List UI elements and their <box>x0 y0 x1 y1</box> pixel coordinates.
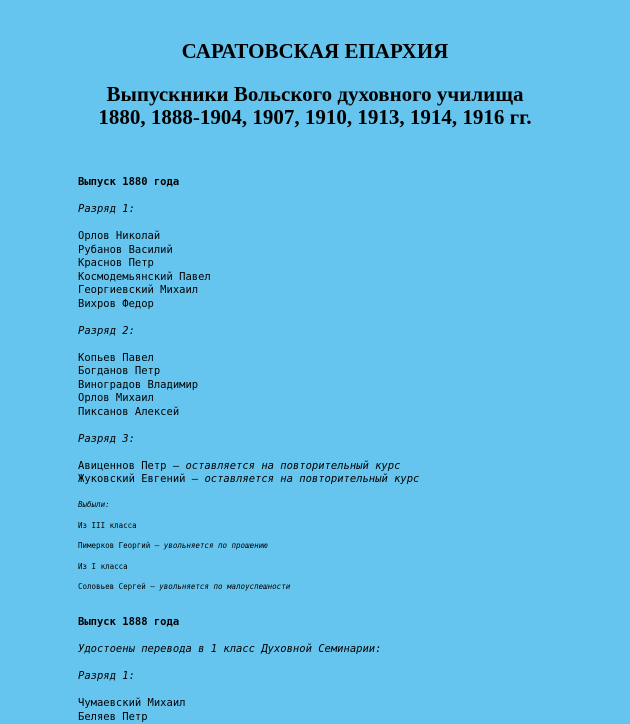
rank-1-label: Разряд 1: <box>78 203 618 217</box>
list-item <box>78 582 618 592</box>
year-heading-1880: Выпуск 1880 года <box>78 176 618 190</box>
list-item: Пиксанов Алексей <box>78 406 618 420</box>
graduates-list <box>78 176 618 724</box>
student-name: Жуковский Евгений – <box>78 473 204 485</box>
list-item: Рубанов Василий <box>78 244 618 258</box>
list-item: Копьев Павел <box>78 352 618 366</box>
rank-1-label: Разряд 1: <box>78 670 618 684</box>
dropped-label: Выбыли: <box>78 500 618 510</box>
student-note: увольняется по малоуспешности <box>159 582 290 591</box>
list-item <box>78 473 618 487</box>
year-heading-1888: Выпуск 1888 года <box>78 616 618 630</box>
dropped-class-1-label: Из I класса <box>78 562 618 572</box>
dropped-class-3-label: Из III класса <box>78 521 618 531</box>
diocese-heading: САРАТОВСКАЯ ЕПАРХИЯ <box>0 39 630 63</box>
list-item: Краснов Петр <box>78 257 618 271</box>
list-item: Беляев Петр <box>78 711 618 724</box>
list-item: Орлов Николай <box>78 230 618 244</box>
list-item: Георгиевский Михаил <box>78 284 618 298</box>
list-item: Космодемьянский Павел <box>78 271 618 285</box>
list-item <box>78 541 618 551</box>
list-item <box>78 460 618 474</box>
title-line-2: 1880, 1888-1904, 1907, 1910, 1913, 1914, 1916 гг. <box>0 106 630 129</box>
transfer-note: Удостоены перевода в 1 класс Духовной Семинарии: <box>78 643 618 657</box>
student-note: оставляется на повторительный курс <box>185 460 400 472</box>
rank-2-label: Разряд 2: <box>78 325 618 339</box>
page-title <box>0 83 630 129</box>
list-item: Чумаевский Михаил <box>78 697 618 711</box>
student-name: Авиценнов Петр – <box>78 460 185 472</box>
rank-3-label: Разряд 3: <box>78 433 618 447</box>
list-item: Богданов Петр <box>78 365 618 379</box>
list-item: Вихров Федор <box>78 298 618 312</box>
student-name: Соловьев Сергей – <box>78 582 159 591</box>
title-line-1: Выпускники Вольского духовного училища <box>0 83 630 106</box>
student-note: увольняется по прошению <box>164 541 268 550</box>
student-note: оставляется на повторительный курс <box>204 473 419 485</box>
list-item: Виноградов Владимир <box>78 379 618 393</box>
student-name: Пимерков Георгий – <box>78 541 164 550</box>
list-item: Орлов Михаил <box>78 392 618 406</box>
